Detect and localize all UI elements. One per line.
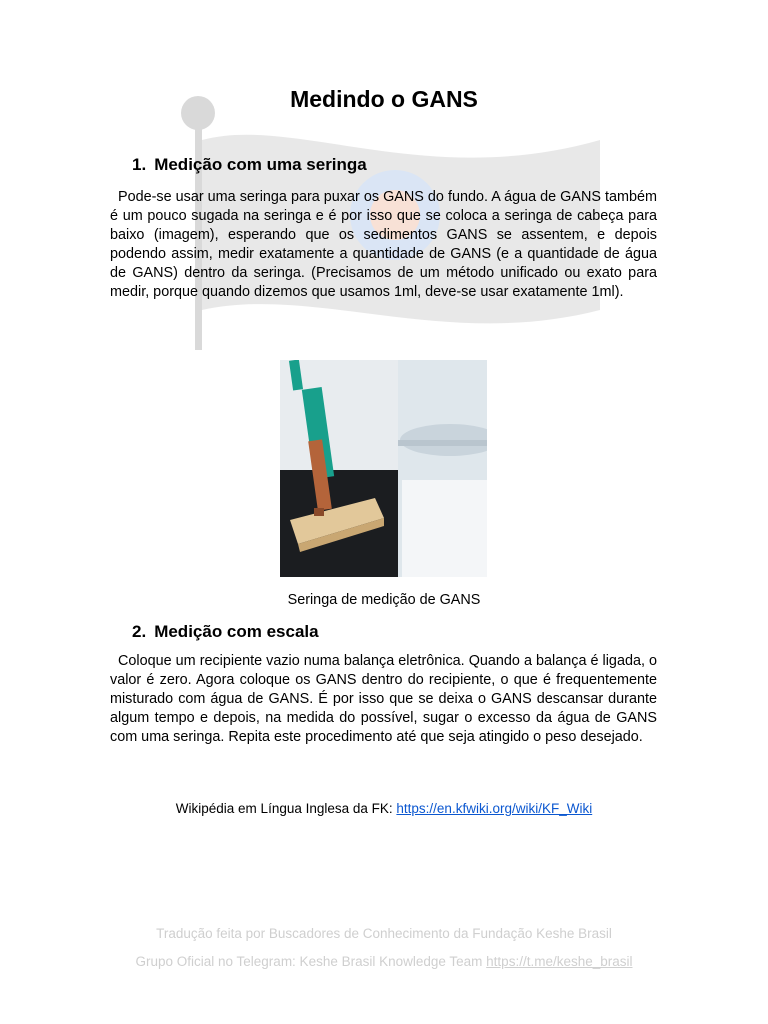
wiki-label: Wikipédia em Língua Inglesa da FK: bbox=[175, 801, 397, 816]
section-title: Medição com uma seringa bbox=[154, 155, 367, 174]
footer-credit: Tradução feita por Buscadores de Conhecimento da Fundação Keshe Brasil bbox=[156, 926, 612, 941]
section-number: 1. bbox=[132, 155, 147, 174]
footer-telegram bbox=[0, 954, 768, 969]
footer-telegram-label: Grupo Oficial no Telegram: Keshe Brasil Knowledge Team bbox=[135, 954, 487, 969]
wiki-reference bbox=[0, 801, 768, 816]
section-number: 2. bbox=[132, 622, 147, 641]
paragraph-scale: Coloque um recipiente vazio numa balança eletrônica. Quando a balança é ligada, o valor é zero. Agora coloque os GANS dentro do recipiente, o que é frequentemente misturado com água de GANS. É por isso que se deixa o GANS descansar durante algum tempo e depois, na medida do possível, sugar o excesso da água de GANS com uma seringa. Repita este procedimento até que seja atingido o peso desejado. bbox=[110, 653, 657, 745]
section-heading-syringe bbox=[132, 155, 367, 175]
syringe-photo bbox=[280, 360, 487, 577]
section-heading-scale bbox=[132, 622, 319, 642]
wiki-link[interactable]: https://en.kfwiki.org/wiki/KF_Wiki bbox=[396, 801, 593, 816]
figure-caption: Seringa de medição de GANS bbox=[287, 592, 481, 608]
telegram-link[interactable]: https://t.me/keshe_brasil bbox=[486, 954, 633, 969]
section-title: Medição com escala bbox=[154, 622, 319, 641]
page-title: Medindo o GANS bbox=[290, 86, 478, 112]
paragraph-syringe: Pode-se usar uma seringa para puxar os GANS do fundo. A água de GANS também é um pouco sugada na seringa e é por isso que se coloca a seringa de cabeça para baixo (imagem), esperando que os sedimentos GANS se assentem, e depois podendo assim, medir exatamente a quantidade de GANS (e a quantidade de água de GANS) dentro da seringa. (Precisamos de um método unificado ou exato para medir, porque quando dizemos que usamos 1ml, deve-se usar exatamente 1ml). bbox=[110, 189, 657, 300]
